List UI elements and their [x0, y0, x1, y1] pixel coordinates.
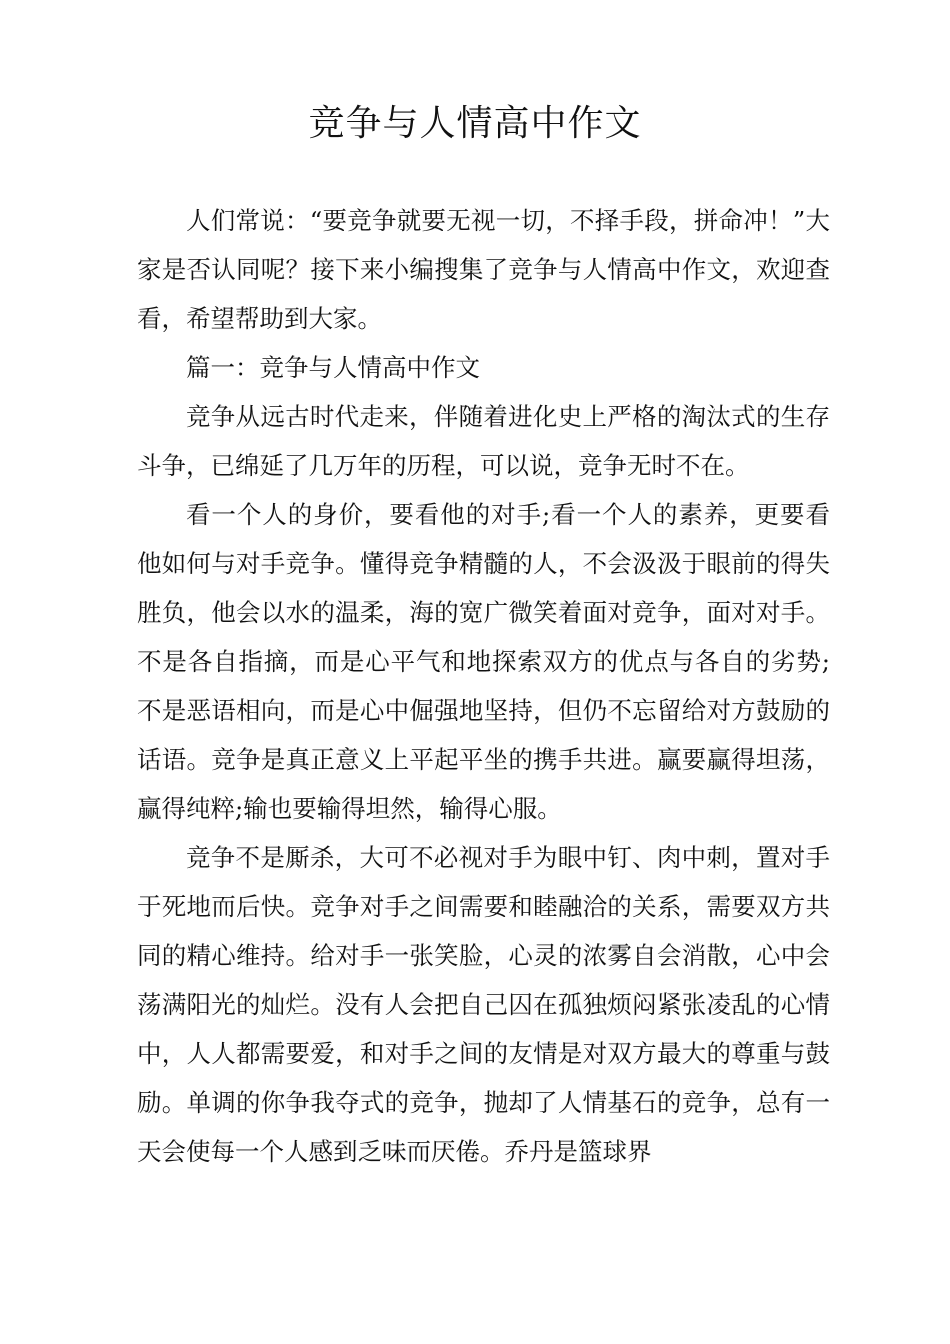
intro-paragraph: 人们常说：“要竞争就要无视一切，不择手段，拼命冲！”大家是否认同呢？接下来小编搜集了竞争与人情高中作文，欢迎查看，希望帮助到大家。	[137, 206, 830, 333]
body-paragraph: 竞争不是厮杀，大可不必视对手为眼中钉、肉中刺，置对手于死地而后快。竞争对手之间需要和睦融洽的关系，需要双方共同的精心维持。给对手一张笑脸，心灵的浓雾自会消散，心中会荡满阳光的灿烂。没有人会把自己囚在孤独烦闷紧张凌乱的心情中，人人都需要爱，和对手之间的友情是对双方最大的尊重与鼓励。单调的你争我夺式的竞争，抛却了人情基石的竞争，总有一天会使每一个人感到乏味而厌倦。乔丹是篮球界	[137, 843, 830, 1166]
body-paragraph: 看一个人的身价，要看他的对手;看一个人的素养，更要看他如何与对手竞争。懂得竞争精髓的人，不会汲汲于眼前的得失胜负，他会以水的温柔，海的宽广微笑着面对竞争，面对对手。不是各自指摘，而是心平气和地探索双方的优点与各自的劣势;不是恶语相向，而是心中倔强地坚持，但仍不忘留给对方鼓励的话语。竞争是真正意义上平起平坐的携手共进。赢要赢得坦荡，赢得纯粹;输也要输得坦然，输得心服。	[137, 500, 830, 823]
section-heading: 篇一：竞争与人情高中作文	[186, 353, 480, 382]
document-body	[137, 196, 830, 1176]
body-paragraph: 竞争从远古时代走来，伴随着进化史上严格的淘汰式的生存斗争，已绵延了几万年的历程，可以说，竞争无时不在。	[137, 402, 830, 480]
document-title: 竞争与人情高中作文	[308, 103, 642, 144]
